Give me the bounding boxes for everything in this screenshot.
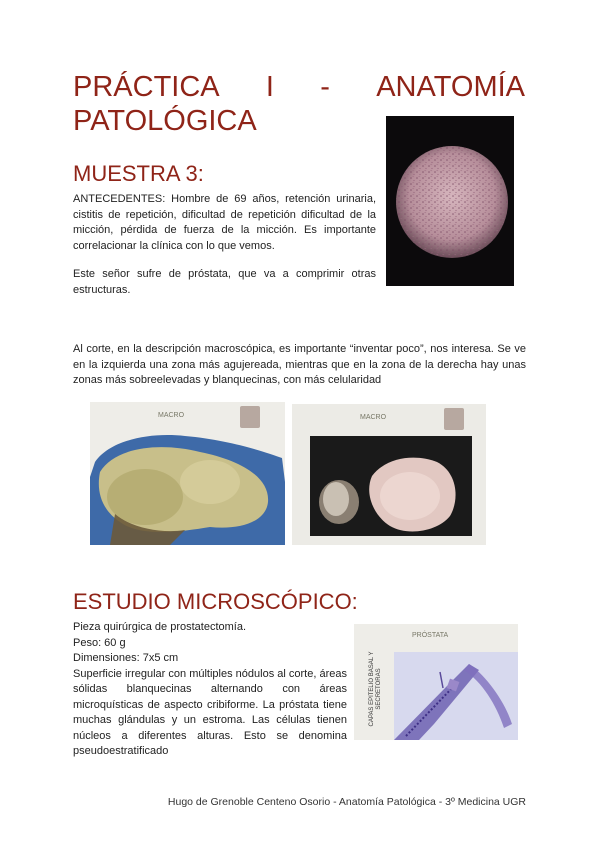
micro-slide-image xyxy=(354,624,518,740)
macro-slide-label: MACRO xyxy=(360,414,387,421)
page-footer: Hugo de Grenoble Centeno Osorio - Anatomía Patológica - 3º Medicina UGR xyxy=(167,796,526,808)
antecedentes-paragraph: ANTECEDENTES: Hombre de 69 años, retención urinaria, cistitis de repetición, dificultad de repetición dificultad de la micción, pérdida de fuerza de la micción. Es importante correlacionar la clínica con lo que vemos. xyxy=(73,193,376,252)
dimensiones-line: Dimensiones: 7x5 cm xyxy=(73,652,179,664)
micro-slide-label: PRÓSTATA xyxy=(412,632,449,639)
title-word: PRÁCTICA xyxy=(73,71,220,103)
section-heading-muestra: MUESTRA 3: xyxy=(73,161,204,186)
macro-slide-image-right xyxy=(292,404,486,545)
micro-slide-handwriting: CAPAS EPITELIO BASAL Y SECRETORAS xyxy=(369,651,382,727)
microscope-image xyxy=(386,116,514,286)
section-heading-estudio: ESTUDIO MICROSCÓPICO: xyxy=(73,589,358,614)
title-line2: PATOLÓGICA xyxy=(73,105,257,137)
pieza-line: Pieza quirúrgica de prostatectomía. xyxy=(73,621,247,633)
peso-line: Peso: 60 g xyxy=(73,636,126,649)
title-word: I xyxy=(265,71,274,103)
title-word: - xyxy=(320,71,330,103)
title-word: ANATOMÍA xyxy=(376,71,525,103)
estudio-details xyxy=(73,620,347,760)
macro-slide-label: MACRO xyxy=(158,412,185,419)
prostata-paragraph: Este señor sufre de próstata, que va a comprimir otras estructuras. xyxy=(73,268,376,296)
macro-slide-image-left xyxy=(90,402,285,545)
corte-paragraph: Al corte, en la descripción macroscópica, es importante “inventar poco”, nos interesa. Se ve en la izquierda una zona más agujereada, mientras que en la zona de la derecha hay unas zonas más sobreelevadas y blanquecinas, con más celularidad xyxy=(73,343,526,386)
superficie-paragraph: Superficie irregular con múltiples nódulos al corte, áreas sólidas blanquecinas alternando con áreas microquísticas de aspecto cribiforme. La próstata tiene muchas glándulas y un estroma. Las células tienen núcleos a diferentes alturas. Esto se denomina pseudoestratificado xyxy=(73,667,347,757)
